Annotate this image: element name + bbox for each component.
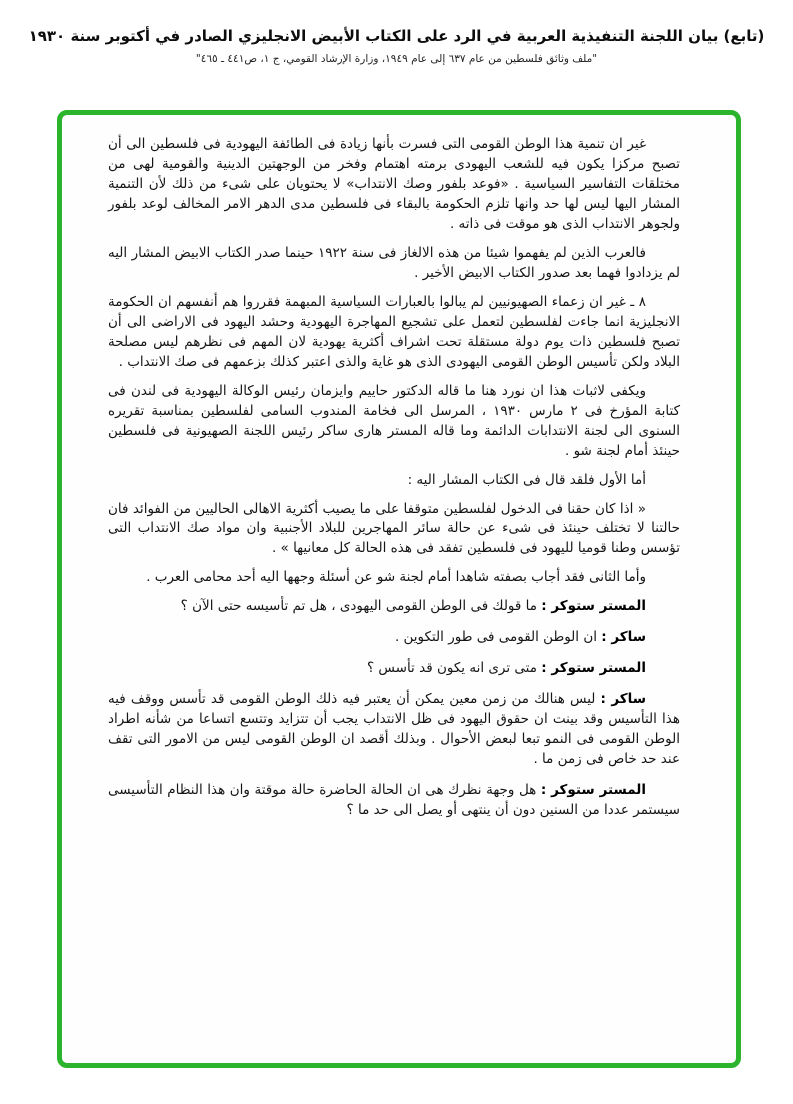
paragraph-text: ويكفى لاثبات هذا ان نورد هنا ما قاله الدكتور حاييم وايزمان رئيس الوكالة اليهودية فى لندن فى كتابة المؤرخ فى ٢ مارس ١٩٣٠ ، المرسل الى فخامة المندوب السامى لفلسطين بمناسبة تقريره السنوى الى لجنة الانتدابات الدائمة وما قاله المستر هارى ساكر رئيس اللجنة الصهيونية فى فلسطين حينئذ أمام لجنة شو . [108, 382, 680, 459]
quote-paragraph [108, 500, 680, 560]
paragraph [108, 293, 680, 373]
paragraph [108, 135, 680, 235]
dialogue-text: متى ترى انه يكون قد تأسس ؟ [366, 660, 542, 677]
scan-frame [57, 110, 741, 1068]
source-citation: "ملف وثائق فلسطين من عام ٦٣٧ إلى عام ١٩٤٩، وزارة الإرشاد القومي، ج ١، ص٤٤١ ـ ٤٦٥" [195, 53, 598, 66]
dialogue-line [108, 628, 680, 648]
dialogue-line [108, 781, 680, 821]
paragraph [108, 244, 680, 284]
dialogue-text: ما قولك فى الوطن القومى اليهودى ، هل تم تأسيسه حتى الآن ؟ [180, 598, 542, 615]
document-header [0, 26, 793, 65]
speaker-name: ساكر : [600, 691, 646, 708]
dialogue-line [108, 690, 680, 770]
dialogue-line [108, 597, 680, 617]
paragraph-text: ٨ ـ غير ان زعماء الصهيونيين لم يبالوا بالعبارات السياسية المبهمة فقرروا هم أنفسهم ان الحكومة الانجليزية انما جاءت لفلسطين لتعمل على تشجيع المهاجرة اليهودية وحشد اليهود فى الاراضى الى أن تصبح فلسطين ذات يوم دولة مستقلة تحت اشراف أكثرية يهودية لان المهم فى نظرهم ليس مصلحة البلاد ولكن تأسيس الوطن القومى اليهودى الذى هو غاية والذى اعتبر كذلك بزعمهم فى صك الانتداب . [108, 293, 680, 370]
dialogue-text: ان الوطن القومى فى طور التكوين . [394, 629, 602, 646]
dialogue-text: هل وجهة نظرك هى ان الحالة الحاضرة حالة موقتة وان هذا النظام التأسيسى سيستمر عددا من السنين دون أن ينتهى أو يصل الى حد ما ؟ [108, 782, 680, 819]
speaker-name: المستر ستوكر : [541, 598, 646, 615]
page-title: (تابع) بيان اللجنة التنفيذية العربية في الرد على الكتاب الأبيض الانجليزي الصادر في أكتوبر سنة ١٩٣٠ [28, 27, 765, 45]
paragraph-text: أما الأول فلقد قال فى الكتاب المشار اليه : [407, 471, 646, 488]
paragraph-text: وأما الثانى فقد أجاب بصفته شاهدا أمام لجنة شو عن أسئلة وجهها اليه أحد محامى العرب . [146, 569, 646, 586]
paragraph [108, 471, 680, 491]
paragraph [108, 382, 680, 462]
speaker-name: ساكر : [601, 629, 646, 646]
paragraph-text: « اذا كان حقنا فى الدخول لفلسطين متوقفا على ما يصيب أكثرية الاهالى الحاليين من الفوائد فان حالتنا لا تختلف حينئذ فى شىء عن حالة سائر المهاجرين للبلاد الأجنبية وان مواد صك الانتداب التى تؤسس وطنا قوميا لليهود فى فلسطين تفقد فى هذه الحالة كل معانيها » . [108, 500, 680, 557]
paragraph [108, 568, 680, 588]
paragraph-text: فالعرب الذين لم يفهموا شيئا من هذه الالغاز فى سنة ١٩٢٢ حينما صدر الكتاب الابيض المشار اليه لم يزدادوا فهما بعد صدور الكتاب الابيض الأخير . [108, 244, 680, 281]
speaker-name: المستر ستوكر : [540, 782, 646, 799]
dialogue-text: ليس هنالك من زمن معين يمكن أن يعتبر فيه ذلك الوطن القومى قد تأسس ووقف فيه هذا التأسيس وقد بينت ان حقوق اليهود فى ظل الانتداب يجب أن تتزايد وتتسع اتساعا من شأنه اطراد الوطن القومى فى النمو تبعا لبعض الأحوال . وبذلك أقصد ان الوطن القومى ليس من الامور التى تقف عند حد خاص فى زمن ما . [108, 691, 680, 768]
dialogue-line [108, 659, 680, 679]
scan-content [62, 115, 736, 848]
speaker-name: المستر ستوكر : [541, 660, 646, 677]
paragraph-text: غير ان تنمية هذا الوطن القومى التى فسرت بأنها زيادة فى الطائفة اليهودية فى فلسطين الى أن تصبح مركزا يكون فيه للشعب اليهودى برمته اهتمام وفخر من الوجهتين الدينية والقومية لهى من مختلقات التفاسير السياسية . «فوعد بلفور وصك الانتداب» لا يحتويان على شىء من ذلك لأن التنمية المشار اليها ليس لها حد وانها تلزم الحكومة بالبقاء فى فلسطين مدى الدهر الامر المخالف لوعد بلفور ولجوهر الانتداب الذى هو موقت فى ذاته . [108, 136, 680, 232]
